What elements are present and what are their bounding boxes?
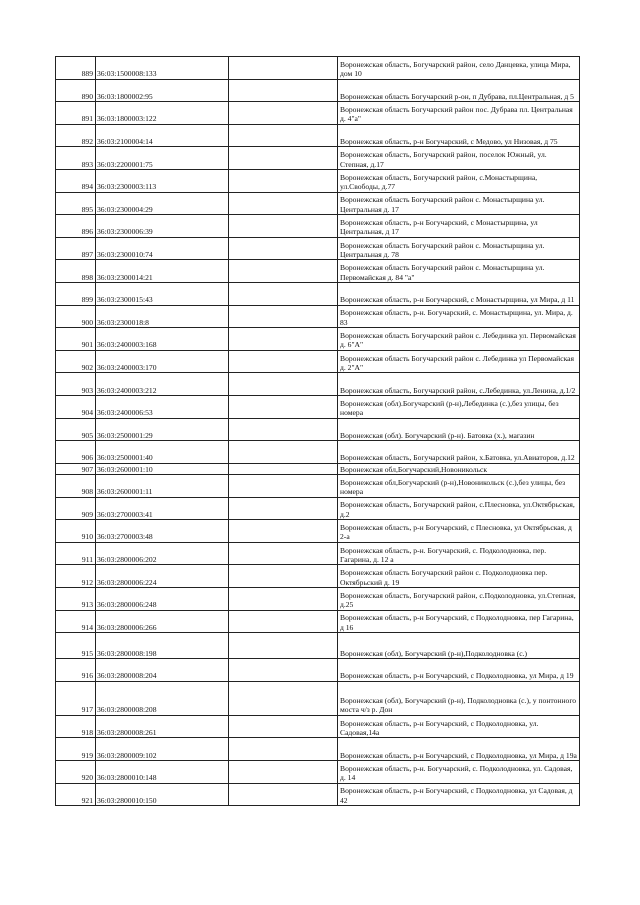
cadastral-number-cell: 36:03:2300015:43 [96, 282, 229, 305]
table-row [56, 542, 580, 565]
address-cell: Воронежская (обл), Богучарский (р-н),Подколодновка (с.) [338, 633, 580, 659]
row-number-cell: 917 [56, 681, 96, 715]
row-number-cell: 914 [56, 610, 96, 633]
empty-cell [229, 463, 338, 474]
cadastral-number-cell: 36:03:1500008:133 [96, 57, 229, 80]
address-cell: Воронежская область, Богучарский район, поселок Южный, ул. Степная, д.17 [338, 147, 580, 170]
empty-cell [229, 79, 338, 102]
empty-cell [229, 169, 338, 192]
address-cell: Воронежская область, Богучарский район, село Данцевка, улица Мира, дом 10 [338, 57, 580, 80]
cadastral-number-cell: 36:03:2100004:14 [96, 124, 229, 147]
cadastral-number-cell: 36:03:1800002:95 [96, 79, 229, 102]
address-cell: Воронежская область Богучарский район с. Лебединка ул. Первомайская д. 6"А" [338, 328, 580, 351]
row-number-cell: 895 [56, 192, 96, 215]
cadastral-number-cell: 36:03:2600001:11 [96, 474, 229, 497]
address-cell: Воронежская область, Богучарский район, с.Плесновка, ул.Октябрьская, д.2 [338, 497, 580, 520]
empty-cell [229, 373, 338, 396]
table-row [56, 305, 580, 328]
row-number-cell: 920 [56, 760, 96, 783]
row-number-cell: 899 [56, 282, 96, 305]
table-row [56, 474, 580, 497]
cadastral-number-cell: 36:03:2300018:8 [96, 305, 229, 328]
address-cell: Воронежская (обл). Богучарский (р-н). Батовка (х.), магазин [338, 418, 580, 441]
address-cell: Воронежская область, Богучарский район, х.Батовка, ул.Авиаторов, д.12 [338, 441, 580, 464]
address-cell: Воронежская область, р-н Богучарский, с Подколодновка, ул Мира, д 19 [338, 659, 580, 682]
table-row [56, 610, 580, 633]
cadastral-number-cell: 36:03:2800006:224 [96, 565, 229, 588]
empty-cell [229, 497, 338, 520]
table-row [56, 260, 580, 283]
empty-cell [229, 418, 338, 441]
table-row [56, 124, 580, 147]
address-cell: Воронежская (обл), Богучарский (р-н), Подколодновка (с.), у понтонного моста ч/з р. Дон [338, 681, 580, 715]
table-row [56, 237, 580, 260]
empty-cell [229, 215, 338, 238]
table-row [56, 565, 580, 588]
empty-cell [229, 192, 338, 215]
cadastral-number-cell: 36:03:2400003:212 [96, 373, 229, 396]
table-row [56, 147, 580, 170]
address-cell: Воронежская область, р-н Богучарский, с Монастырщина, ул Центральная, д 17 [338, 215, 580, 238]
address-cell: Воронежская область, р-н Богучарский, с Монастырщина, ул Мира, д 11 [338, 282, 580, 305]
empty-cell [229, 681, 338, 715]
empty-cell [229, 474, 338, 497]
cadastral-number-cell: 36:03:2400003:170 [96, 350, 229, 373]
cadastral-number-cell: 36:03:2400006:53 [96, 395, 229, 418]
table-row [56, 633, 580, 659]
row-number-cell: 921 [56, 783, 96, 806]
empty-cell [229, 715, 338, 738]
row-number-cell: 907 [56, 463, 96, 474]
empty-cell [229, 565, 338, 588]
address-cell: Воронежская область, р-н Богучарский, с Подколодновка, ул Мира, д 19а [338, 738, 580, 761]
cadastral-number-cell: 36:03:2800010:148 [96, 760, 229, 783]
table-row [56, 659, 580, 682]
cadastral-number-cell: 36:03:2400003:168 [96, 328, 229, 351]
empty-cell [229, 282, 338, 305]
row-number-cell: 918 [56, 715, 96, 738]
table-row [56, 215, 580, 238]
row-number-cell: 916 [56, 659, 96, 682]
empty-cell [229, 738, 338, 761]
row-number-cell: 890 [56, 79, 96, 102]
row-number-cell: 905 [56, 418, 96, 441]
empty-cell [229, 328, 338, 351]
table-row [56, 715, 580, 738]
empty-cell [229, 610, 338, 633]
address-cell: Воронежская обл,Богучарский,Новоникольск [338, 463, 580, 474]
empty-cell [229, 102, 338, 125]
empty-cell [229, 441, 338, 464]
cadastral-number-cell: 36:03:2600001:10 [96, 463, 229, 474]
cadastral-number-cell: 36:03:2300006:39 [96, 215, 229, 238]
table-row [56, 350, 580, 373]
address-cell: Воронежская область, Богучарский район, с.Подколодновка, ул.Степная, д.25 [338, 587, 580, 610]
cadastral-number-cell: 36:03:2700003:41 [96, 497, 229, 520]
empty-cell [229, 147, 338, 170]
address-cell: Воронежская область Богучарский р-он, п Дубрава, пл.Центральная, д 5 [338, 79, 580, 102]
row-number-cell: 898 [56, 260, 96, 283]
row-number-cell: 919 [56, 738, 96, 761]
cadastral-number-cell: 36:03:2800008:208 [96, 681, 229, 715]
table-row [56, 169, 580, 192]
cadastral-number-cell: 36:03:1800003:122 [96, 102, 229, 125]
table-row [56, 783, 580, 806]
registry-rows [56, 57, 580, 806]
cadastral-number-cell: 36:03:2500001:29 [96, 418, 229, 441]
cadastral-number-cell: 36:03:2800010:150 [96, 783, 229, 806]
address-cell: Воронежская область, р-н Богучарский, с Плесновка, ул Октябрьская, д 2-а [338, 520, 580, 543]
table-row [56, 681, 580, 715]
address-cell: Воронежская область, р-н Богучарский, с Подколодновка, пер Гагарина, д 16 [338, 610, 580, 633]
table-row [56, 418, 580, 441]
row-number-cell: 893 [56, 147, 96, 170]
cadastral-number-cell: 36:03:2300004:29 [96, 192, 229, 215]
table-row [56, 463, 580, 474]
row-number-cell: 906 [56, 441, 96, 464]
cadastral-number-cell: 36:03:2500001:40 [96, 441, 229, 464]
table-row [56, 520, 580, 543]
row-number-cell: 891 [56, 102, 96, 125]
row-number-cell: 897 [56, 237, 96, 260]
empty-cell [229, 237, 338, 260]
row-number-cell: 912 [56, 565, 96, 588]
row-number-cell: 909 [56, 497, 96, 520]
row-number-cell: 902 [56, 350, 96, 373]
empty-cell [229, 124, 338, 147]
address-cell: Воронежская область Богучарский район с. Монастырщина ул. Центральная д. 17 [338, 192, 580, 215]
empty-cell [229, 350, 338, 373]
cadastral-number-cell: 36:03:2700003:48 [96, 520, 229, 543]
address-cell: Воронежская (обл).Богучарский (р-н),Лебединка (с.),без улицы, без номера [338, 395, 580, 418]
cadastral-number-cell: 36:03:2300010:74 [96, 237, 229, 260]
table-row [56, 587, 580, 610]
empty-cell [229, 305, 338, 328]
row-number-cell: 915 [56, 633, 96, 659]
row-number-cell: 910 [56, 520, 96, 543]
cadastral-number-cell: 36:03:2300014:21 [96, 260, 229, 283]
empty-cell [229, 260, 338, 283]
cadastral-number-cell: 36:03:2800008:204 [96, 659, 229, 682]
address-cell: Воронежская область, р-н. Богучарский, с. Подколодновка, ул. Садовая, д. 14 [338, 760, 580, 783]
table-row [56, 497, 580, 520]
cadastral-number-cell: 36:03:2200001:75 [96, 147, 229, 170]
empty-cell [229, 520, 338, 543]
table-row [56, 102, 580, 125]
address-cell: Воронежская область Богучарский район с. Подколодновка пер. Октябрьский д. 19 [338, 565, 580, 588]
row-number-cell: 908 [56, 474, 96, 497]
cadastral-number-cell: 36:03:2800006:266 [96, 610, 229, 633]
row-number-cell: 913 [56, 587, 96, 610]
address-cell: Воронежская область, Богучарский район, с.Лебединка, ул.Ленина, д.1/2 [338, 373, 580, 396]
row-number-cell: 911 [56, 542, 96, 565]
row-number-cell: 892 [56, 124, 96, 147]
table-row [56, 79, 580, 102]
address-cell: Воронежская обл,Богучарский (р-н),Новоникольск (с.),без улицы, без номера [338, 474, 580, 497]
table-row [56, 57, 580, 80]
table-row [56, 441, 580, 464]
address-cell: Воронежская область, р-н Богучарский, с Медово, ул Низовая, д 75 [338, 124, 580, 147]
row-number-cell: 889 [56, 57, 96, 80]
address-cell: Воронежская область Богучарский район с. Монастырщина ул. Центральная д. 78 [338, 237, 580, 260]
empty-cell [229, 760, 338, 783]
empty-cell [229, 542, 338, 565]
cadastral-number-cell: 36:03:2800009:102 [96, 738, 229, 761]
row-number-cell: 904 [56, 395, 96, 418]
address-cell: Воронежская область, Богучарский район, с.Монастырщина, ул.Свободы, д.77 [338, 169, 580, 192]
address-cell: Воронежская область, р-н Богучарский, с Подколодновка, ул. Садовая,14а [338, 715, 580, 738]
row-number-cell: 896 [56, 215, 96, 238]
table-row [56, 373, 580, 396]
registry-table [55, 56, 580, 806]
address-cell: Воронежская область Богучарский район с. Лебединка ул Первомайская д. 2"А" [338, 350, 580, 373]
row-number-cell: 901 [56, 328, 96, 351]
table-row [56, 192, 580, 215]
row-number-cell: 900 [56, 305, 96, 328]
cadastral-number-cell: 36:03:2800008:198 [96, 633, 229, 659]
cadastral-number-cell: 36:03:2800008:261 [96, 715, 229, 738]
empty-cell [229, 659, 338, 682]
address-cell: Воронежская область, р-н. Богучарский, с. Монастырщина, ул. Мира, д. 83 [338, 305, 580, 328]
empty-cell [229, 783, 338, 806]
cadastral-number-cell: 36:03:2300003:113 [96, 169, 229, 192]
address-cell: Воронежская область Богучарский район пос. Дубрава пл. Центральная д. 4"а" [338, 102, 580, 125]
table-row [56, 738, 580, 761]
row-number-cell: 894 [56, 169, 96, 192]
address-cell: Воронежская область, р-н. Богучарский, с. Подколодновка, пер. Гагарина, д. 12 а [338, 542, 580, 565]
row-number-cell: 903 [56, 373, 96, 396]
empty-cell [229, 633, 338, 659]
table-row [56, 760, 580, 783]
address-cell: Воронежская область Богучарский район с. Монастырщина ул. Первомайская д. 84 "а" [338, 260, 580, 283]
table-row [56, 328, 580, 351]
cadastral-number-cell: 36:03:2800006:202 [96, 542, 229, 565]
empty-cell [229, 395, 338, 418]
empty-cell [229, 57, 338, 80]
empty-cell [229, 587, 338, 610]
cadastral-number-cell: 36:03:2800006:248 [96, 587, 229, 610]
address-cell: Воронежская область, р-н Богучарский, с Подколодновка, ул Садовая, д 42 [338, 783, 580, 806]
table-row [56, 395, 580, 418]
table-row [56, 282, 580, 305]
